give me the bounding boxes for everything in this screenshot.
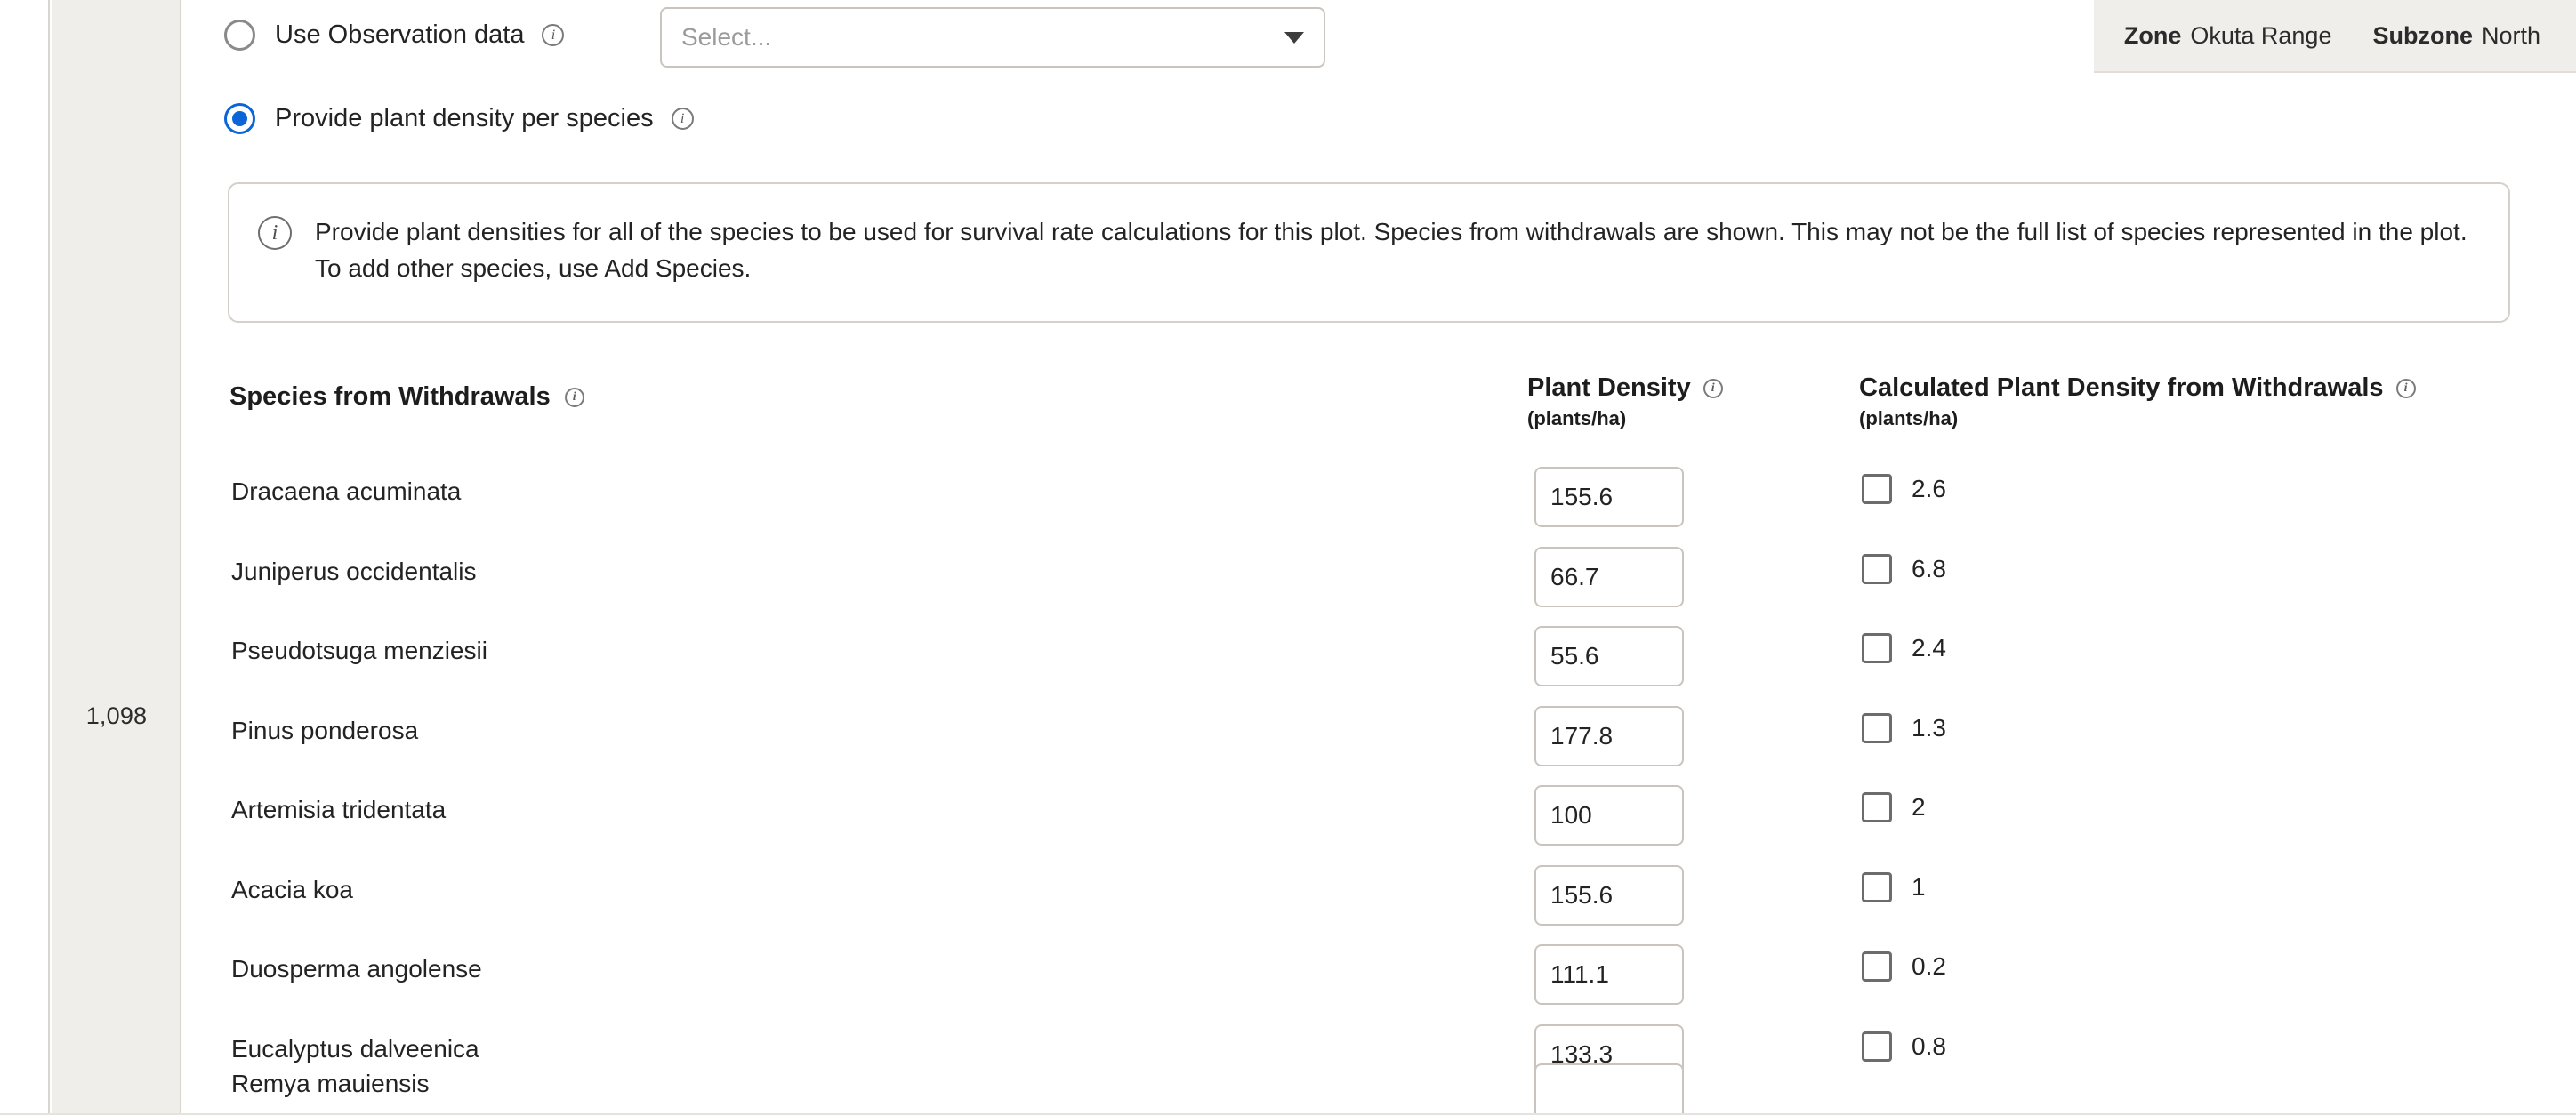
radio-per-species-control[interactable]	[224, 103, 255, 134]
zone-label: Zone	[2123, 21, 2182, 49]
zone-value: Okuta Range	[2190, 21, 2332, 49]
species-name: Pinus ponderosa	[231, 716, 419, 744]
info-callout	[228, 182, 2510, 323]
calculated-density-cell	[1862, 872, 1926, 902]
calculated-density-value: 6.8	[1912, 554, 1946, 582]
species-name: Remya mauiensis	[231, 1070, 430, 1097]
calculated-density-cell	[1862, 554, 1946, 584]
radio-observation-label: Use Observation data	[275, 20, 525, 49]
use-calculated-checkbox[interactable]	[1862, 633, 1892, 663]
use-calculated-checkbox[interactable]	[1862, 792, 1892, 822]
plant-density-input[interactable]	[1534, 467, 1684, 527]
table-row-partial	[0, 1063, 2576, 1115]
calculated-density-value: 0.8	[1912, 1031, 1946, 1060]
table-row	[0, 944, 2576, 1023]
info-callout-text: Provide plant densities for all of the species to be used for survival rate calculations for this plot. Species from withdrawals are shown. This may not be the full list of species represented in the plot. To add other species, use Add Species.	[315, 218, 2467, 282]
species-name: Duosperma angolense	[231, 955, 482, 983]
species-name: Dracaena acuminata	[231, 477, 462, 505]
calculated-density-cell	[1862, 713, 1946, 743]
table-row	[0, 785, 2576, 863]
row-number: 1,098	[85, 702, 148, 729]
info-icon-plant-density[interactable]: i	[1703, 379, 1723, 398]
subzone-label: Subzone	[2372, 21, 2473, 49]
plant-density-input[interactable]	[1534, 944, 1684, 1005]
calculated-density-cell	[1862, 1031, 1946, 1062]
use-calculated-checkbox[interactable]	[1862, 951, 1892, 982]
chevron-down-icon[interactable]	[1284, 32, 1304, 44]
species-name: Artemisia tridentata	[231, 796, 447, 823]
info-icon-species[interactable]: i	[565, 388, 584, 407]
calculated-density-value: 2.6	[1912, 475, 1946, 502]
column-header-calculated-unit: (plants/ha)	[1859, 407, 1959, 429]
plant-density-input[interactable]	[1534, 785, 1684, 846]
subzone-value: North	[2481, 21, 2540, 49]
table-row	[0, 865, 2576, 943]
calculated-density-value: 1	[1912, 872, 1926, 901]
species-name: Eucalyptus dalveenica	[231, 1034, 479, 1063]
column-header-plant-density	[1527, 373, 1723, 403]
radio-option-per-species[interactable]	[224, 103, 694, 134]
calculated-density-value: 2	[1912, 793, 1926, 821]
observation-select-placeholder: Select...	[681, 23, 772, 51]
info-icon-observation[interactable]: i	[542, 24, 564, 46]
column-header-calculated-label: Calculated Plant Density from Withdrawals	[1859, 373, 2384, 402]
plant-density-input[interactable]	[1534, 865, 1684, 926]
column-header-species-label: Species from Withdrawals	[229, 382, 551, 411]
use-calculated-checkbox[interactable]	[1862, 554, 1892, 584]
species-name: Acacia koa	[231, 875, 353, 903]
observation-select[interactable]	[660, 7, 1325, 68]
column-header-plant-density-unit: (plants/ha)	[1527, 407, 1627, 429]
info-icon-callout: i	[258, 216, 292, 250]
radio-option-observation[interactable]	[224, 20, 564, 51]
plant-density-input[interactable]	[1534, 547, 1684, 607]
use-calculated-checkbox[interactable]	[1862, 872, 1892, 902]
calculated-density-cell	[1862, 474, 1946, 504]
column-header-species	[229, 382, 584, 412]
calculated-density-value: 2.4	[1912, 634, 1946, 662]
calculated-density-cell	[1862, 951, 1946, 982]
column-header-plant-density-label: Plant Density	[1527, 373, 1691, 402]
calculated-density-value: 0.2	[1912, 952, 1946, 980]
species-name: Pseudotsuga menziesii	[231, 637, 487, 664]
subzone-pair	[2372, 22, 2540, 50]
plant-density-input[interactable]	[1534, 626, 1684, 686]
info-icon-calculated[interactable]: i	[2396, 379, 2416, 398]
radio-observation-control[interactable]	[224, 20, 255, 51]
use-calculated-checkbox[interactable]	[1862, 713, 1892, 743]
column-header-calculated	[1859, 373, 2416, 403]
table-row	[0, 706, 2576, 784]
use-calculated-checkbox[interactable]	[1862, 474, 1892, 504]
table-row	[0, 547, 2576, 625]
calculated-density-cell	[1862, 792, 1926, 822]
radio-per-species-label: Provide plant density per species	[275, 104, 654, 132]
calculated-density-cell	[1862, 633, 1946, 663]
table-row	[0, 467, 2576, 545]
table-row	[0, 626, 2576, 704]
plant-density-input[interactable]	[1534, 1063, 1684, 1115]
info-icon-per-species[interactable]: i	[672, 108, 694, 130]
use-calculated-checkbox[interactable]	[1862, 1031, 1892, 1062]
zone-strip	[2094, 0, 2576, 73]
calculated-density-value: 1.3	[1912, 713, 1946, 742]
species-name: Juniperus occidentalis	[231, 557, 477, 585]
zone-pair	[2124, 22, 2332, 50]
plant-density-input[interactable]	[1534, 706, 1684, 766]
